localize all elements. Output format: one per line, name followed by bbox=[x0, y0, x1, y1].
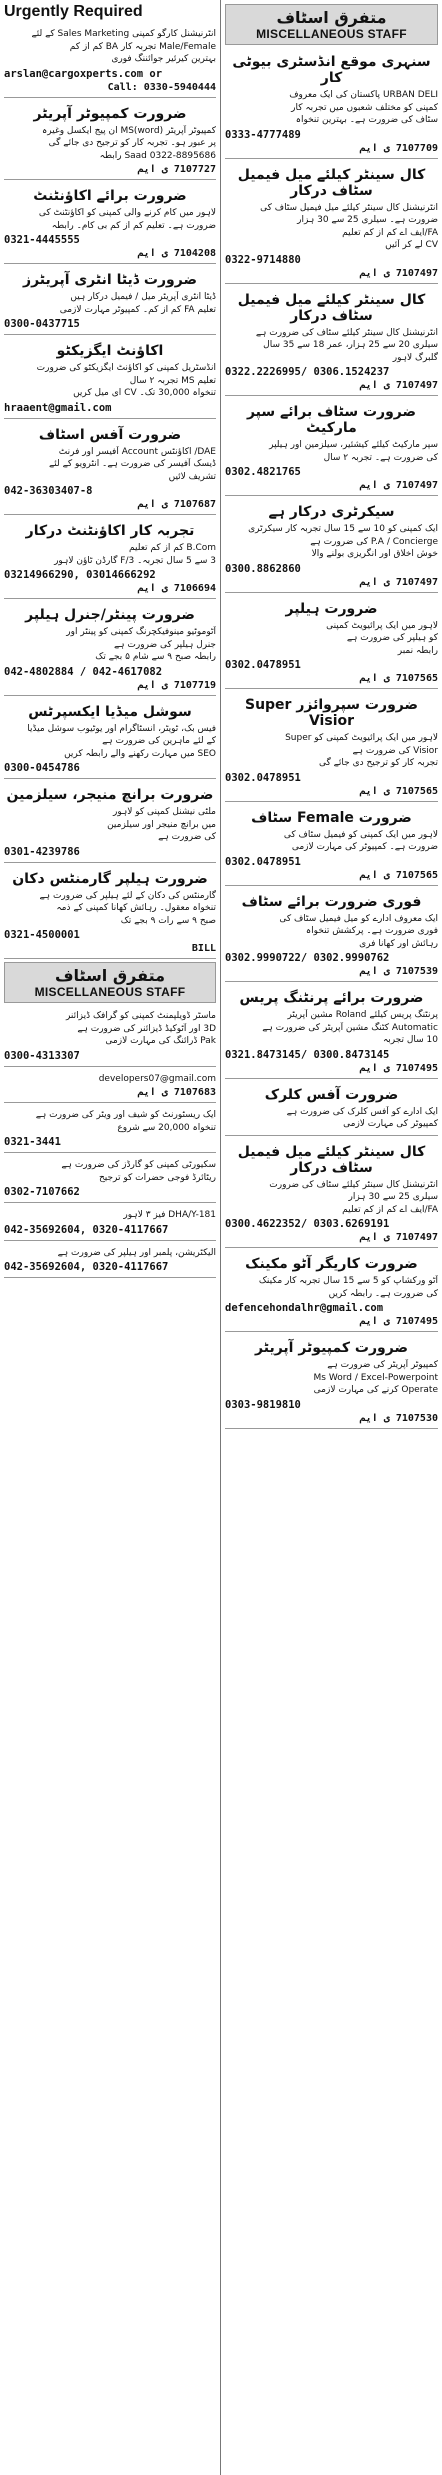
ad-body bbox=[4, 890, 216, 928]
ad-body bbox=[4, 1209, 216, 1222]
ad-contact: 042-35692604, 0320-4117667 bbox=[4, 1261, 169, 1273]
ad-contact: 0300.4622352/ 0303.6269191 bbox=[225, 1218, 390, 1230]
ad-text-line: لاہور میں کام کرنے والی کمپنی کو اکاؤنٹنٹ کی bbox=[38, 208, 216, 218]
ad-title: کال سینٹر کیلئے میل فیمیل سٹاف درکار bbox=[237, 166, 426, 199]
ad-title: سوشل میڈیا ایکسپرٹس bbox=[28, 703, 192, 720]
ad-text-line: گلبرگ لاہور bbox=[392, 352, 438, 363]
ad-title: ضرورت آفس اسٹاف bbox=[38, 426, 182, 443]
ad-body bbox=[225, 89, 438, 127]
ad-contact: 0300-4313307 bbox=[4, 1049, 80, 1062]
ad-contact: 0322.2226995/ 0306.1524237 bbox=[225, 366, 390, 378]
ad-text-line: Visior کی ضرورت ہے bbox=[352, 745, 438, 756]
ad-text-line: B.Com کم از کم تعلیم bbox=[129, 543, 216, 553]
ad-body bbox=[4, 1159, 216, 1184]
ad-text-line: کے لئے ماہرین کی ضرورت ہے bbox=[102, 736, 216, 746]
ad-body bbox=[4, 125, 216, 163]
ad-text-line: کمپیوٹر آپریٹر کی ضرورت ہے bbox=[327, 1360, 438, 1370]
ad-text-line: آٹو ورکشاپ کو 5 سے 15 سال تجربہ کار مکینک bbox=[258, 1276, 438, 1286]
ad-text-line: کمپنی کو مختلف شعبوں میں تجربہ کار bbox=[291, 102, 438, 113]
ad-text-line: تجربہ کار کو ترجیح دی جائے گی bbox=[318, 758, 438, 768]
ad-contact: 0300-0454786 bbox=[4, 762, 80, 774]
misc-header-urdu: متفرق اسٹاف bbox=[276, 8, 387, 27]
ad-contact: 03214966290, 03014666292 bbox=[4, 569, 156, 581]
ad-text-line: انٹرنیشنل کال سینٹر کیلئے سٹاف کی ضرورت bbox=[269, 1179, 438, 1190]
ad-title: ضرورت کاریگر آٹو مکینک bbox=[245, 1256, 418, 1272]
left-misc-ads-list bbox=[4, 1007, 216, 1278]
ad-body bbox=[4, 446, 216, 484]
ad-contact: defencehondalhr@gmail.com bbox=[225, 1302, 384, 1314]
ad-contact: arslan@cargoxperts.com or bbox=[4, 67, 163, 80]
ad-text-line: ڈیٹا انٹری آپریٹر میل / فیمیل درکار ہیں bbox=[70, 292, 216, 302]
classified-ad bbox=[225, 49, 438, 159]
misc-staff-header-left bbox=[4, 962, 216, 1003]
ad-body bbox=[4, 806, 216, 844]
urgently-required-title: Urgently Required bbox=[4, 3, 143, 20]
ad-text-line: کی ضرورت ہے۔ تجربہ ۲ سال bbox=[323, 452, 438, 463]
ad-text-line: تنخواہ 20,000 سے شروع bbox=[117, 1122, 216, 1133]
ad-contact: 0321.8473145/ 0300.8473145 bbox=[225, 1048, 390, 1061]
ad-text-line: ماسٹر ڈویلپمنٹ کمپنی کو گرافک ڈیزائنر bbox=[65, 1011, 216, 1021]
classified-ad bbox=[225, 985, 438, 1079]
classified-ad bbox=[4, 1007, 216, 1067]
ad-text-line: ضرورت ہے۔ سیلری 25 سے 30 ہزار bbox=[297, 215, 438, 225]
ad-text-line: پر عبور ہو۔ تجربہ کار کو ترجیح دی جائے گی bbox=[48, 138, 216, 148]
ad-text-line: ایک ریسٹورنٹ کو شیف اور ویٹر کی ضرورت ہے bbox=[35, 1110, 216, 1120]
ad-body bbox=[225, 327, 438, 365]
ad-text-line: رہائش اور کھانا فری bbox=[359, 938, 438, 949]
ad-text-line: FA/ایف اے کم از کم تعلیم bbox=[342, 1204, 438, 1215]
ad-contact: 0321-4500001 bbox=[4, 929, 80, 941]
ad-contact: 042-35692604, 0320-4117667 bbox=[4, 1223, 169, 1236]
ad-text-line: تنخواہ 30,000 تک۔ CV ای میل کریں bbox=[73, 388, 216, 398]
classified-ad bbox=[4, 422, 216, 516]
ad-contact: 0300-0437715 bbox=[4, 318, 80, 330]
ad-title: کال سینٹر کیلئے میل فیمیل سٹاف درکار bbox=[237, 1143, 426, 1176]
classified-ad bbox=[225, 499, 438, 593]
ad-text-line: بہترین کیرئیر جوائننگ فوری bbox=[111, 54, 216, 64]
ad-body bbox=[4, 291, 216, 316]
classified-ad bbox=[4, 866, 216, 960]
ad-text-line: پرنٹنگ پریس کیلئے Roland مشین آپریٹر bbox=[287, 1010, 438, 1020]
ad-title: فوری ضرورت برائے سٹاف bbox=[241, 893, 422, 910]
ad-text-line: آٹوموٹیو مینوفیکچرنگ کمپنی کو پینٹر اور bbox=[66, 627, 216, 637]
ad-body bbox=[4, 1109, 216, 1134]
ad-text-line: ضرورت ہے۔ تعلیم کم از کم بی کام۔ رابطہ bbox=[51, 220, 216, 231]
ad-text-line: ضرورت ہے۔ کمپیوٹر کی مہارت لازمی bbox=[291, 842, 438, 852]
ad-text-line: تعلیم FA کم از کم۔ کمپیوٹر مہارت لازمی bbox=[59, 304, 216, 315]
ad-contact: 0302-7107662 bbox=[4, 1186, 80, 1198]
classified-ad bbox=[4, 518, 216, 599]
ad-title: ضرورت ہیلپر گارمنٹس دکان bbox=[12, 870, 208, 887]
ad-contact: 0300.8862860 bbox=[225, 562, 301, 575]
ad-title: سنہری موقع انڈسٹری بیوٹی کار bbox=[232, 54, 431, 86]
ad-text-line: Operate کرنے کی مہارت لازمی bbox=[313, 1385, 438, 1395]
ad-reference: 7107495 ی ایم bbox=[359, 1316, 438, 1327]
ad-body bbox=[225, 732, 438, 770]
ad-title: ضرورت سپروائزر Super Visior bbox=[244, 697, 419, 729]
ad-text-line: Ms Word / Excel-Powerpoint bbox=[313, 1372, 438, 1383]
ad-contact: 0302.0478951 bbox=[225, 855, 301, 868]
ad-contact: 042-4802884 / 042-4617082 bbox=[4, 665, 163, 678]
ad-body bbox=[225, 1106, 438, 1131]
ad-reference: 7107539 ی ایم bbox=[359, 966, 438, 977]
ad-contact: 0302.9990722/ 0302.9990762 bbox=[225, 952, 390, 964]
classified-ad bbox=[4, 1156, 216, 1203]
ad-text-line: سکیورٹی کمپنی کو گارڈز کی ضرورت ہے bbox=[61, 1160, 216, 1170]
classified-ad bbox=[4, 699, 216, 780]
ad-contact: 0301-4239786 bbox=[4, 845, 80, 858]
ad-text-line: کمپیوٹر آپریٹر MS(word) ان پیج ایکسل وغیرہ bbox=[42, 125, 216, 136]
ad-reference: 7107530 ی ایم bbox=[359, 1412, 438, 1424]
ad-body bbox=[225, 1275, 438, 1300]
ad-reference: 7107497 ی ایم bbox=[359, 576, 438, 588]
classified-ad bbox=[225, 399, 438, 496]
ad-text-line: developers07@gmail.com bbox=[98, 1073, 216, 1084]
ad-text-line: سپر مارکیٹ کیلئے کیشئیر، سیلزمین اور ہیلپر bbox=[269, 440, 438, 450]
ad-body bbox=[225, 439, 438, 464]
ad-text-line: تعلیم MS تجربہ ۲ سال bbox=[129, 375, 216, 386]
ad-reference: 7107495 ی ایم bbox=[359, 1062, 438, 1074]
ad-title: کال سینٹر کیلئے میل فیمیل سٹاف درکار bbox=[237, 291, 426, 324]
ad-body bbox=[4, 362, 216, 400]
ad-body bbox=[225, 523, 438, 561]
ad-text-line: فوری ضرورت ہے۔ پرکشش تنخواہ bbox=[305, 926, 438, 936]
classified-ad bbox=[4, 183, 216, 264]
ad-reference: 7107709 ی ایم bbox=[359, 142, 438, 154]
ad-body bbox=[4, 1073, 216, 1086]
ad-body bbox=[225, 1359, 438, 1397]
ad-title: ضرورت سٹاف برائے سپر مارکیٹ bbox=[246, 404, 417, 436]
ad-text-line: صبح ۹ سے رات ۹ بجے تک bbox=[120, 915, 216, 926]
ad-contact: 0333-4777489 bbox=[225, 128, 301, 141]
ad-text-line: فیس بک، ٹویٹر، انسٹاگرام اور یوٹیوب سوشل میڈیا bbox=[27, 723, 216, 734]
ad-title: اکاؤنٹ ایگزیکٹو bbox=[56, 343, 164, 359]
ad-text-line: کی ضرورت ہے bbox=[158, 832, 216, 842]
ad-text-line: تنخواہ معقول۔ رہائش کھانا کمپنی کے ذمہ bbox=[56, 903, 216, 913]
ad-body bbox=[225, 202, 438, 252]
misc-header-urdu: متفرق اسٹاف bbox=[54, 966, 166, 985]
ad-reference: 7106694 ی ایم bbox=[137, 583, 216, 594]
ad-title: ضرورت کمپیوٹر آپریٹر bbox=[255, 1340, 408, 1356]
ad-body bbox=[4, 28, 216, 66]
ad-text-line: 3D اور آٹوکیڈ ڈیزائنر کی ضرورت ہے bbox=[77, 1023, 216, 1034]
ad-text-line: گارمنٹس کی دکان کے لئے ہیلپر کی ضرورت ہے bbox=[39, 890, 216, 901]
classified-ad bbox=[4, 1106, 216, 1153]
ad-text-line: انٹرنیشنل کارگو کمپنی Sales Marketing کے لئے bbox=[31, 29, 216, 39]
classified-ad bbox=[225, 1082, 438, 1136]
right-ads-list bbox=[225, 49, 438, 1429]
ad-text-line: ملٹی نیشنل کمپنی کو لاہور bbox=[113, 807, 216, 817]
ad-reference: 7104208 ی ایم bbox=[137, 248, 216, 259]
misc-header-english: MISCELLANEOUS STAFF bbox=[256, 27, 407, 41]
ad-text-line: FA/ایف اے کم از کم تعلیم bbox=[342, 227, 438, 238]
classified-ad bbox=[4, 1070, 216, 1104]
ad-text-line: سیلری 20 سے 25 ہزار، عمر 18 سے 35 سال bbox=[263, 340, 438, 350]
ad-text-line: لاہور میں ایک کمپنی کو فیمیل سٹاف کی bbox=[283, 829, 438, 840]
ad-reference: BILL bbox=[191, 943, 216, 954]
ad-text-line: خوش اخلاق اور انگریزی بولنے والا bbox=[311, 549, 438, 559]
ad-body bbox=[225, 620, 438, 658]
ad-contact: hraaent@gmail.com bbox=[4, 401, 112, 414]
ad-reference: 7107683 ی ایم bbox=[137, 1087, 216, 1098]
ad-contact: 042-36303407-8 bbox=[4, 485, 93, 497]
classified-ad bbox=[4, 1244, 216, 1279]
classified-ad bbox=[225, 692, 438, 802]
ad-text-line: کو ہیلپر کی ضرورت ہے bbox=[346, 633, 438, 643]
ad-text-line: ڈیسک آفیسر کی ضرورت ہے۔ انٹرویو کے لئے bbox=[49, 459, 216, 469]
ad-text-line: Pak ڈرائنگ کی مہارت لازمی bbox=[105, 1036, 216, 1046]
ad-title: ضرورت برائے پرنٹنگ پریس bbox=[239, 990, 424, 1006]
ad-text-line: ریٹائرڈ فوجی حضرات کو ترجیح bbox=[98, 1172, 216, 1183]
ad-body bbox=[225, 1009, 438, 1047]
ad-contact: 0322-9714880 bbox=[225, 253, 301, 266]
ad-reference: 7107565 ی ایم bbox=[359, 785, 438, 797]
ad-text-line: انٹرنیشنل کال سینٹر کیلئے سٹاف کی ضرورت ہے bbox=[255, 327, 438, 338]
classified-ad bbox=[225, 805, 438, 886]
ad-title: ضرورت پینٹر/جنرل ہیلپر bbox=[25, 607, 195, 623]
ad-text-line: SEO میں مہارت رکھنے والے رابطہ کریں bbox=[64, 748, 216, 759]
classified-ad bbox=[225, 1335, 438, 1429]
ad-text-line: ایک معروف ادارے کو میل فیمیل سٹاف کی bbox=[279, 913, 438, 924]
ad-reference: 7107565 ی ایم bbox=[359, 869, 438, 881]
ad-text-line: سٹاف کی ضرورت ہے۔ بہترین تنخواہ bbox=[295, 115, 438, 125]
ad-title: ضرورت برانچ منیجر، سیلزمین bbox=[6, 787, 214, 803]
ad-text-line: Saad 0322-8895686 رابطہ bbox=[99, 150, 216, 161]
ad-text-line: DHA/Y-181 فیز ۳ لاہور bbox=[123, 1210, 216, 1220]
ad-body bbox=[4, 542, 216, 567]
ad-text-line: 3 سے 5 سال تجربہ۔ 3/F گارڈن ٹاؤن لاہور bbox=[54, 555, 216, 566]
ad-text-line: 10 سال تجربہ bbox=[382, 1035, 438, 1045]
ad-body bbox=[225, 1179, 438, 1217]
ad-text-line: لاہور میں ایک پرائیویٹ کمپنی bbox=[326, 620, 438, 631]
ad-text-line: رابطہ صبح ۹ سے شام ۵ بجے تک bbox=[95, 652, 216, 662]
ad-text-line: جنرل ہیلپر کی ضرورت ہے bbox=[114, 639, 216, 650]
ad-text-line: Male/Female تجربہ کار BA کم از کم bbox=[69, 41, 216, 52]
ad-text-line: میں برانچ منیجر اور سیلزمین bbox=[107, 819, 216, 830]
ad-title: ضرورت ہیلپر bbox=[285, 600, 378, 617]
ad-body bbox=[4, 1247, 216, 1260]
ad-reference: 7107497 ی ایم bbox=[359, 267, 438, 279]
ad-text-line: ایک کمپنی کو 10 سے 15 سال تجربہ کار سیکرٹری bbox=[248, 524, 438, 534]
ad-text-line: انٹرنیشنل کال سینٹر کیلئے میل فیمیل سٹاف کی bbox=[260, 202, 438, 213]
classified-ad bbox=[4, 1206, 216, 1241]
ad-text-line: ایک ادارے کو آفس کلرک کی ضرورت ہے bbox=[286, 1106, 438, 1117]
left-ads-list bbox=[4, 25, 216, 959]
ad-text-line: P.A / Concierge کی ضرورت ہے bbox=[310, 536, 438, 547]
classified-ad bbox=[225, 889, 438, 983]
ad-text-line: کمپیوٹر کی مہارت لازمی bbox=[343, 1119, 438, 1129]
ad-text-line: DAE/ اکاؤنٹس Account آفیسر اور فرنٹ bbox=[58, 446, 216, 457]
ad-text-line: URBAN DELI پاکستان کی ایک معروف bbox=[289, 90, 438, 100]
ad-body bbox=[225, 913, 438, 951]
ad-contact: 0302.0478951 bbox=[225, 771, 301, 784]
classified-ad bbox=[225, 162, 438, 284]
ad-title: تجربہ کار اکاؤنٹنٹ درکار bbox=[25, 523, 195, 539]
classified-ad bbox=[225, 287, 438, 397]
ad-contact: 0302.4821765 bbox=[225, 466, 301, 478]
classified-ad bbox=[225, 596, 438, 690]
classified-ad bbox=[225, 1251, 438, 1332]
ad-body bbox=[4, 1010, 216, 1048]
ad-text-line: CV لے کر آئیں bbox=[385, 240, 438, 250]
ad-body bbox=[4, 207, 216, 232]
misc-staff-header-right bbox=[225, 4, 438, 45]
ad-title: ضرورت برائے اکاؤنٹنٹ bbox=[33, 188, 187, 204]
ad-title: ضرورت ڈیٹا انٹری آپریٹرز bbox=[23, 272, 197, 288]
ad-title: ضرورت کمپیوٹر آپریٹر bbox=[33, 105, 187, 122]
ad-reference: 7107497 ی ایم bbox=[359, 480, 438, 491]
ad-text-line: سیلری 25 سے 30 ہزار bbox=[348, 1192, 438, 1202]
misc-header-english: MISCELLANEOUS STAFF bbox=[34, 985, 186, 999]
classified-ad bbox=[4, 101, 216, 181]
ad-title: ضرورت آفس کلرک bbox=[264, 1086, 399, 1103]
ad-contact: 0321-3441 bbox=[4, 1136, 61, 1148]
ad-reference: 7107497 ی ایم bbox=[359, 380, 438, 391]
classified-ad bbox=[225, 1139, 438, 1249]
ad-title: سیکرٹری درکار ہے bbox=[268, 504, 395, 520]
ad-text-line: الیکٹریشن، پلمبر اور ہیلپر کی ضرورت ہے bbox=[57, 1247, 216, 1258]
ad-contact: 0303-9819810 bbox=[225, 1398, 301, 1411]
ad-reference: 7107497 ی ایم bbox=[359, 1232, 438, 1243]
ad-reference: 7107727 ی ایم bbox=[137, 164, 216, 175]
classified-ad bbox=[4, 25, 216, 98]
ad-text-line: انڈسٹریل کمپنی کو اکاؤنٹ ایگزیکٹو کی ضرورت bbox=[36, 363, 216, 373]
right-column bbox=[221, 0, 442, 2475]
ad-contact: 0302.0478951 bbox=[225, 659, 301, 671]
ad-text-line: کی ضرورت ہے۔ رابطہ کریں bbox=[328, 1288, 438, 1299]
classified-ad bbox=[4, 602, 216, 696]
ad-text-line: تشریف لائیں bbox=[168, 471, 216, 482]
classified-ad bbox=[4, 782, 216, 863]
classified-ad bbox=[4, 267, 216, 335]
ad-reference: 7107687 ی ایم bbox=[137, 499, 216, 510]
ad-text-line: Automatic کٹنگ مشین آپریٹر کی ضرورت ہے bbox=[262, 1022, 438, 1033]
ad-title: ضرورت Female سٹاف bbox=[251, 809, 412, 826]
ad-text-line: رابطہ نمبر bbox=[397, 645, 438, 656]
ad-reference: Call: 0330-5940444 bbox=[107, 81, 216, 93]
ad-body bbox=[4, 626, 216, 664]
ad-body bbox=[4, 723, 216, 761]
ad-body bbox=[225, 829, 438, 854]
ad-text-line: لاہور میں ایک پرائیویٹ کمپنی کو Super bbox=[285, 733, 438, 743]
ad-contact: 0321-4445555 bbox=[4, 234, 80, 246]
ad-reference: 7107565 ی ایم bbox=[359, 673, 438, 684]
ad-reference: 7107719 ی ایم bbox=[137, 679, 216, 691]
classified-ad bbox=[4, 338, 216, 419]
